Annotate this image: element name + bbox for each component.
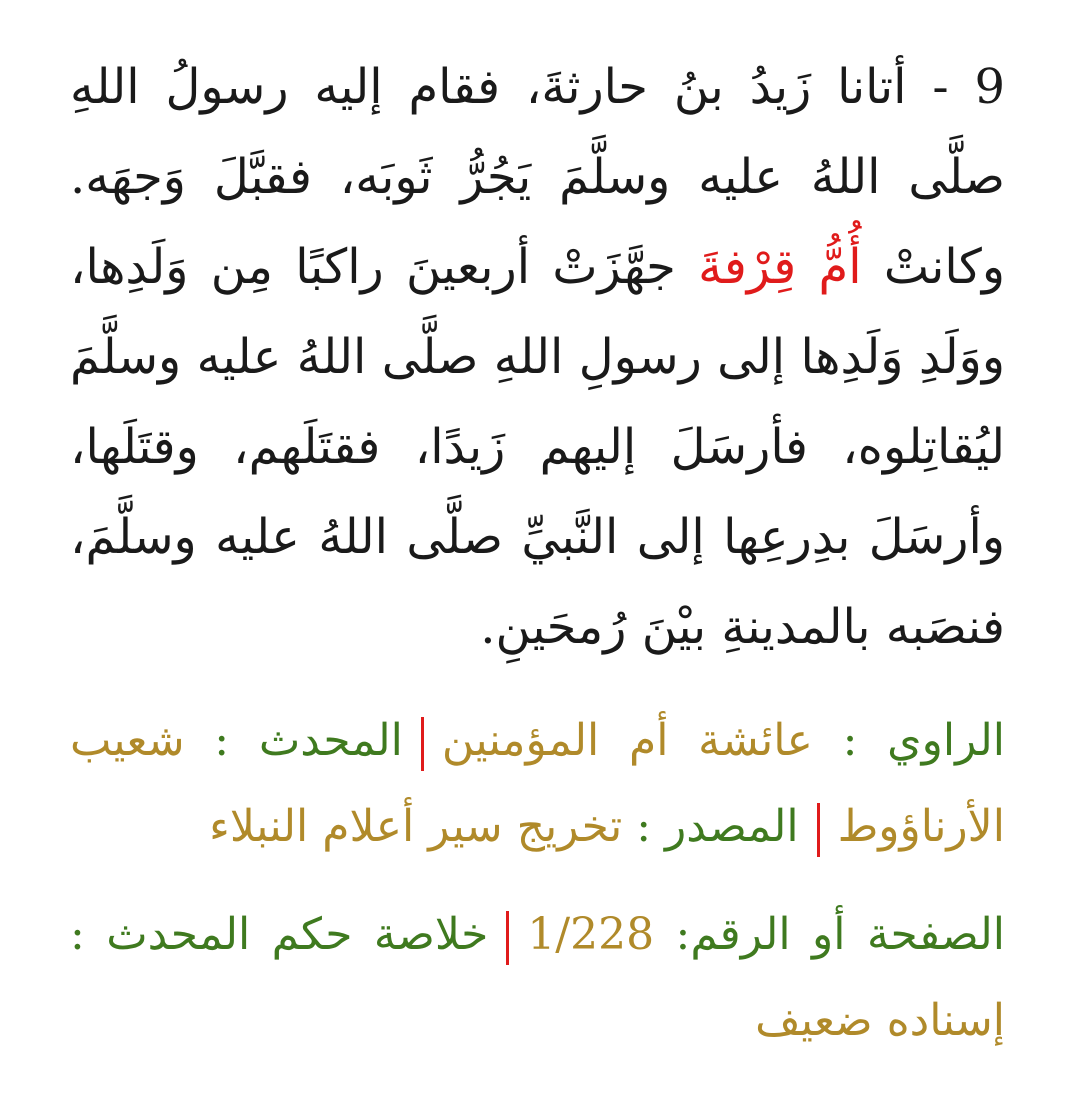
- ruling-block: [70, 892, 1005, 1064]
- hadith-page: [70, 42, 1005, 1064]
- hadith-info: [70, 698, 1005, 1064]
- separator: [421, 717, 424, 771]
- hadith-number: 9: [974, 59, 1006, 115]
- page-number-value: 1/228: [527, 909, 655, 960]
- separator: [506, 911, 509, 965]
- muhaddith-value: شعيب الأرناؤوط: [70, 715, 1005, 852]
- source-value: تخريج سير أعلام النبلاء: [209, 801, 623, 852]
- separator: [817, 803, 820, 857]
- ruling-label: خلاصة حكم المحدث :: [70, 909, 489, 960]
- hadith-text-after: جهَّزَتْ أربعينَ راكبًا مِن وَلَدِها، ووَلَدِ وَلَدِها إلى رسولِ اللهِ صلَّى اللهُ عليه وسلَّمَ ليُقاتِلوه، فأرسَلَ إليهم زَيدًا، فقتَلَهم، وقتَلَها، وأرسَلَ بدِرعِها إلى النَّبيِّ صلَّى اللهُ عليه وسلَّمَ، فنصَبه بالمدينةِ بيْنَ رُمحَينِ.: [70, 239, 1005, 655]
- hadith-text: [70, 42, 1005, 672]
- page-number-label: الصفحة أو الرقم:: [654, 909, 1005, 960]
- hadith-dash: -: [906, 59, 975, 115]
- muhaddith-label: المحدث :: [184, 715, 403, 766]
- hadith-text-before: أتانا زَيدُ بنُ حارثةَ، فقام إليه رسولُ اللهِ صلَّى اللهُ عليه وسلَّمَ يَجُرُّ ثَوبَه، فقبَّلَ وَجهَه. وكانتْ: [70, 59, 1006, 295]
- ruling-value: إسناده ضعيف: [755, 995, 1005, 1046]
- narrator-block: [70, 698, 1005, 870]
- source-label: المصدر :: [622, 801, 799, 852]
- highlighted-name: أُمُّ قِرْفةَ: [698, 239, 862, 295]
- narrator-value: عائشة أم المؤمنين: [441, 715, 813, 766]
- narrator-label: الراوي :: [812, 715, 1005, 766]
